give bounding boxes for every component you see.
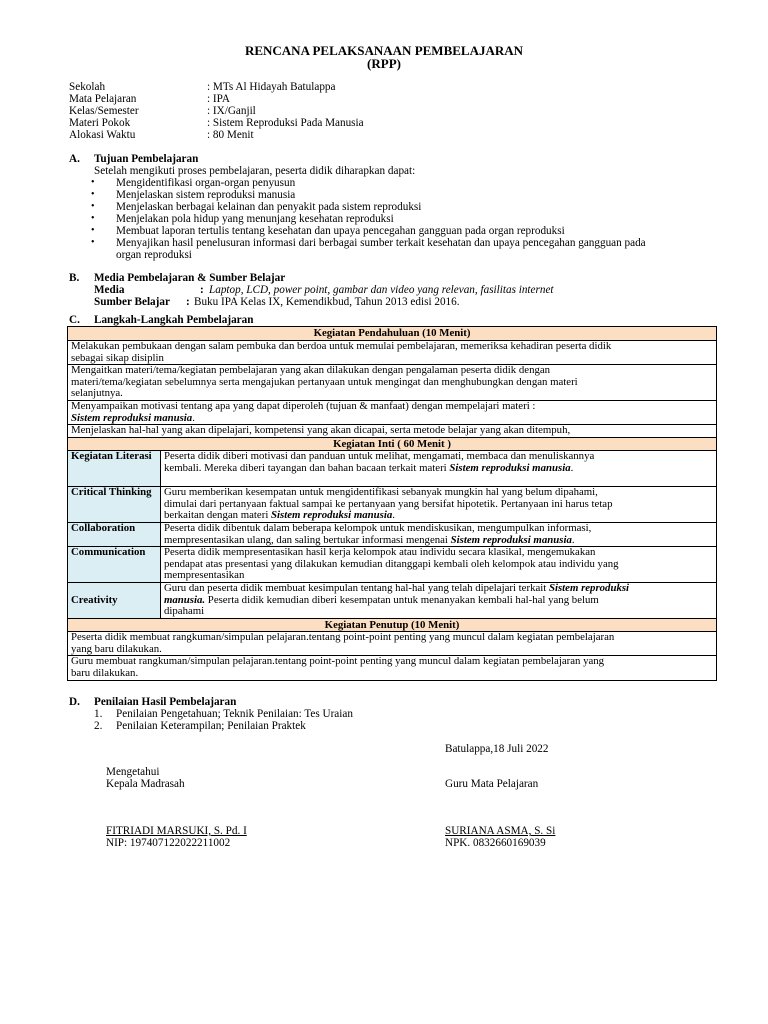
list-item: Mengidentifikasi organ-organ penyusun	[116, 177, 296, 189]
emphasis-text: Sistem reproduksi	[548, 582, 630, 595]
cell-line: dimulai dari pertanyaan faktual sampai ke pertanyaan yang bersifat hipotetik. Pertanyaan ini harus tetap	[164, 497, 613, 510]
table-row	[68, 656, 717, 680]
cell-text: .	[192, 411, 195, 424]
cell-line: selanjutnya.	[71, 387, 123, 400]
table-cell	[68, 365, 717, 401]
cell-text: .	[392, 509, 395, 522]
table-cell	[68, 656, 717, 680]
table-cell	[161, 547, 717, 583]
media-colon: :	[200, 284, 204, 296]
table-row	[68, 401, 717, 425]
section-heading: Tujuan Pembelajaran	[94, 153, 199, 165]
approver-title: Kepala Madrasah	[106, 778, 185, 790]
cell-line: Peserta didik mempresentasikan hasil kerja kelompok atau individu secara klasikal, mengemukakan	[164, 546, 596, 559]
teacher-title: Guru Mata Pelajaran	[445, 778, 539, 790]
teacher-name: SURIANA ASMA, S. Si	[445, 825, 556, 837]
identity-label: Mata Pelajaran	[69, 93, 137, 105]
cell-line: baru dilakukan.	[71, 666, 139, 679]
bullet-icon: •	[91, 213, 95, 224]
cell-line: Guru membuat rangkuman/simpulan pelajaran.tentang point-point penting yang muncul dalam kegiatan pembelajaran yang	[71, 655, 605, 668]
list-item: Membuat laporan tertulis tentang kesehatan dan upaya pencegahan gangguan pada organ reproduksi	[116, 225, 565, 237]
section-intro: Setelah mengikuti proses pembelajaran, peserta didik diharapkan dapat:	[94, 165, 416, 177]
cell-line: Peserta didik dibentuk dalam beberapa kelompok untuk mendiskusikan, mengumpulkan informasi,	[164, 521, 592, 534]
sumber-label: Sumber Belajar	[94, 296, 170, 308]
cell-line: mempresentasikan	[164, 569, 245, 582]
table-row	[68, 632, 717, 656]
bullet-icon: •	[91, 225, 95, 236]
section-letter: C.	[69, 314, 80, 326]
table-row	[68, 425, 717, 438]
sumber-colon: :	[186, 296, 190, 308]
cell-line: Menyampaikan motivasi tentang apa yang dapat diperoleh (tujuan & manfaat) dengan mempelajari materi :	[71, 400, 536, 413]
table-row	[68, 365, 717, 401]
inti-header: Kegiatan Inti ( 60 Menit )	[68, 437, 717, 450]
emphasis-text: Sistem reproduksi manusia	[449, 461, 571, 474]
identity-label: Alokasi Waktu	[69, 129, 136, 141]
cell-line	[71, 413, 713, 425]
cell-line	[164, 510, 713, 522]
section-heading: Penilaian Hasil Pembelajaran	[94, 696, 237, 708]
cell-line: dipahami	[164, 605, 205, 618]
section-heading: Langkah-Langkah Pembelajaran	[94, 314, 254, 326]
document-subtitle: (RPP)	[367, 56, 401, 71]
table-cell	[161, 450, 717, 486]
table-cell	[161, 486, 717, 522]
cell-text: mempresentasikan ulang, dan saling bertukar informasi mengenai	[164, 533, 451, 546]
table-header-row	[68, 327, 717, 341]
cell-line	[164, 535, 713, 547]
list-item: Menyajikan hasil penelusuran informasi dari berbagai sumber terkait kesehatan dan upaya pencegahan gangguan pada	[116, 237, 646, 249]
activity-label: Kegiatan Literasi	[68, 450, 161, 486]
teacher-id: NPK. 0832660169039	[445, 837, 546, 849]
sumber-value: Buku IPA Kelas IX, Kemendikbud, Tahun 2013 edisi 2016.	[194, 296, 460, 308]
section-letter: B.	[69, 272, 80, 284]
list-number: 1.	[94, 708, 103, 720]
identity-label: Sekolah	[69, 81, 106, 93]
table-row	[68, 450, 717, 486]
media-value: Laptop, LCD, power point, gambar dan video yang relevan, fasilitas internet	[209, 284, 554, 296]
identity-label: Materi Pokok	[69, 117, 131, 129]
cell-line	[164, 463, 713, 475]
approver-caption: Mengetahui	[106, 766, 160, 778]
penutup-header: Kegiatan Penutup (10 Menit)	[68, 619, 717, 632]
cell-text: Guru dan peserta didik membuat kesimpulan tentang hal-hal yang telah dipelajari terkait	[164, 582, 549, 595]
list-item: Menjelaskan sistem reproduksi manusia	[116, 189, 296, 201]
table-cell	[68, 401, 717, 425]
cell-line: Menjelaskan hal-hal yang akan dipelajari, kompetensi yang akan dicapai, serta metode belajar yang akan ditempuh,	[71, 424, 571, 437]
list-number: 2.	[94, 720, 103, 732]
identity-value: : MTs Al Hidayah Batulappa	[207, 81, 336, 93]
identity-value: : IX/Ganjil	[207, 105, 256, 117]
list-item-continuation: organ reproduksi	[116, 249, 192, 261]
activity-label: Collaboration	[68, 522, 161, 546]
identity-value: : 80 Menit	[207, 129, 254, 141]
table-cell	[68, 632, 717, 656]
pendahuluan-header: Kegiatan Pendahuluan (10 Menit)	[68, 327, 717, 341]
table-header-row	[68, 437, 717, 450]
table-cell	[161, 522, 717, 546]
activity-label: Critical Thinking	[68, 486, 161, 522]
cell-line: Melakukan pembukaan dengan salam pembuka dan berdoa untuk memulai pembelajaran, memeriksa kehadiran peserta didik	[71, 340, 612, 352]
principal-name: FITRIADI MARSUKI, S. Pd. I	[106, 825, 247, 837]
cell-line: Mengaitkan materi/tema/kegiatan pembelajaran yang akan dilakukan dengan pengalaman peserta didik dengan	[71, 364, 551, 377]
place-date: Batulappa,18 Juli 2022	[445, 743, 549, 755]
cell-text: .	[571, 533, 575, 546]
table-row	[68, 341, 717, 365]
bullet-icon: •	[91, 177, 95, 188]
table-row	[68, 486, 717, 522]
table-cell	[68, 425, 717, 438]
activity-label: Communication	[68, 547, 161, 583]
principal-id: NIP: 197407122022211002	[106, 837, 231, 849]
document-title: RENCANA PELAKSANAAN PEMBELAJARAN	[244, 43, 524, 58]
table-cell	[68, 341, 717, 365]
list-item: Menjelaskan berbagai kelainan dan penyakit pada sistem reproduksi	[116, 201, 422, 213]
list-item: Penilaian Keterampilan; Penilaian Praktek	[116, 720, 306, 732]
cell-text: berkaitan dengan materi	[164, 509, 272, 522]
cell-line: pendapat atas presentasi yang dilakukan kemudian ditanggapi kembali oleh kelompok atau individu yang	[164, 557, 619, 570]
cell-line	[164, 595, 713, 607]
bullet-icon: •	[91, 237, 95, 248]
bullet-icon: •	[91, 201, 95, 212]
learning-steps-table	[67, 326, 717, 681]
section-letter: A.	[69, 153, 80, 165]
table-row	[68, 547, 717, 583]
activity-label: Creativity	[68, 583, 161, 619]
emphasis-text: Sistem reproduksi manusia	[450, 533, 572, 546]
emphasis-text: manusia.	[164, 593, 206, 606]
cell-line: Guru memberikan kesempatan untuk mengidentifikasi sebanyak mungkin hal yang belum dipahami,	[164, 485, 598, 498]
table-cell	[161, 583, 717, 619]
table-header-row	[68, 619, 717, 632]
media-label: Media	[94, 284, 125, 296]
cell-line: sebagai sikap disiplin	[71, 351, 164, 364]
emphasis-text: Sistem reproduksi manusia	[71, 411, 193, 424]
identity-value: : Sistem Reproduksi Pada Manusia	[207, 117, 364, 129]
cell-line: Peserta didik diberi motivasi dan panduan untuk melihat, mengamati, membaca dan menuliskannya	[164, 449, 595, 462]
cell-text: Peserta didik kemudian diberi kesempatan untuk menanyakan kembali hal-hal yang belum	[205, 593, 599, 606]
emphasis-text: Sistem reproduksi manusia	[271, 509, 393, 522]
cell-line: materi/tema/kegiatan sebelumnya serta mengajukan pertanyaan untuk mengingat dan menghubungkan dengan materi	[71, 375, 578, 388]
cell-text: .	[570, 461, 574, 474]
cell-text: kembali. Mereka diberi tayangan dan bahan bacaan terkait materi	[164, 461, 450, 474]
identity-label: Kelas/Semester	[69, 105, 139, 117]
list-item: Menjelakan pola hidup yang menunjang kesehatan reproduksi	[116, 213, 394, 225]
table-row	[68, 583, 717, 619]
table-row	[68, 522, 717, 546]
cell-line: Peserta didik membuat rangkuman/simpulan pelajaran.tentang point-point penting yang muncul dalam kegiatan pembelajaran	[71, 631, 615, 644]
section-heading: Media Pembelajaran & Sumber Belajar	[94, 272, 286, 284]
bullet-icon: •	[91, 189, 95, 200]
list-item: Penilaian Pengetahuan; Teknik Penilaian: Tes Uraian	[116, 708, 353, 720]
identity-value: : IPA	[207, 93, 230, 105]
section-letter: D.	[69, 696, 80, 708]
cell-line: yang baru dilakukan.	[71, 642, 162, 655]
